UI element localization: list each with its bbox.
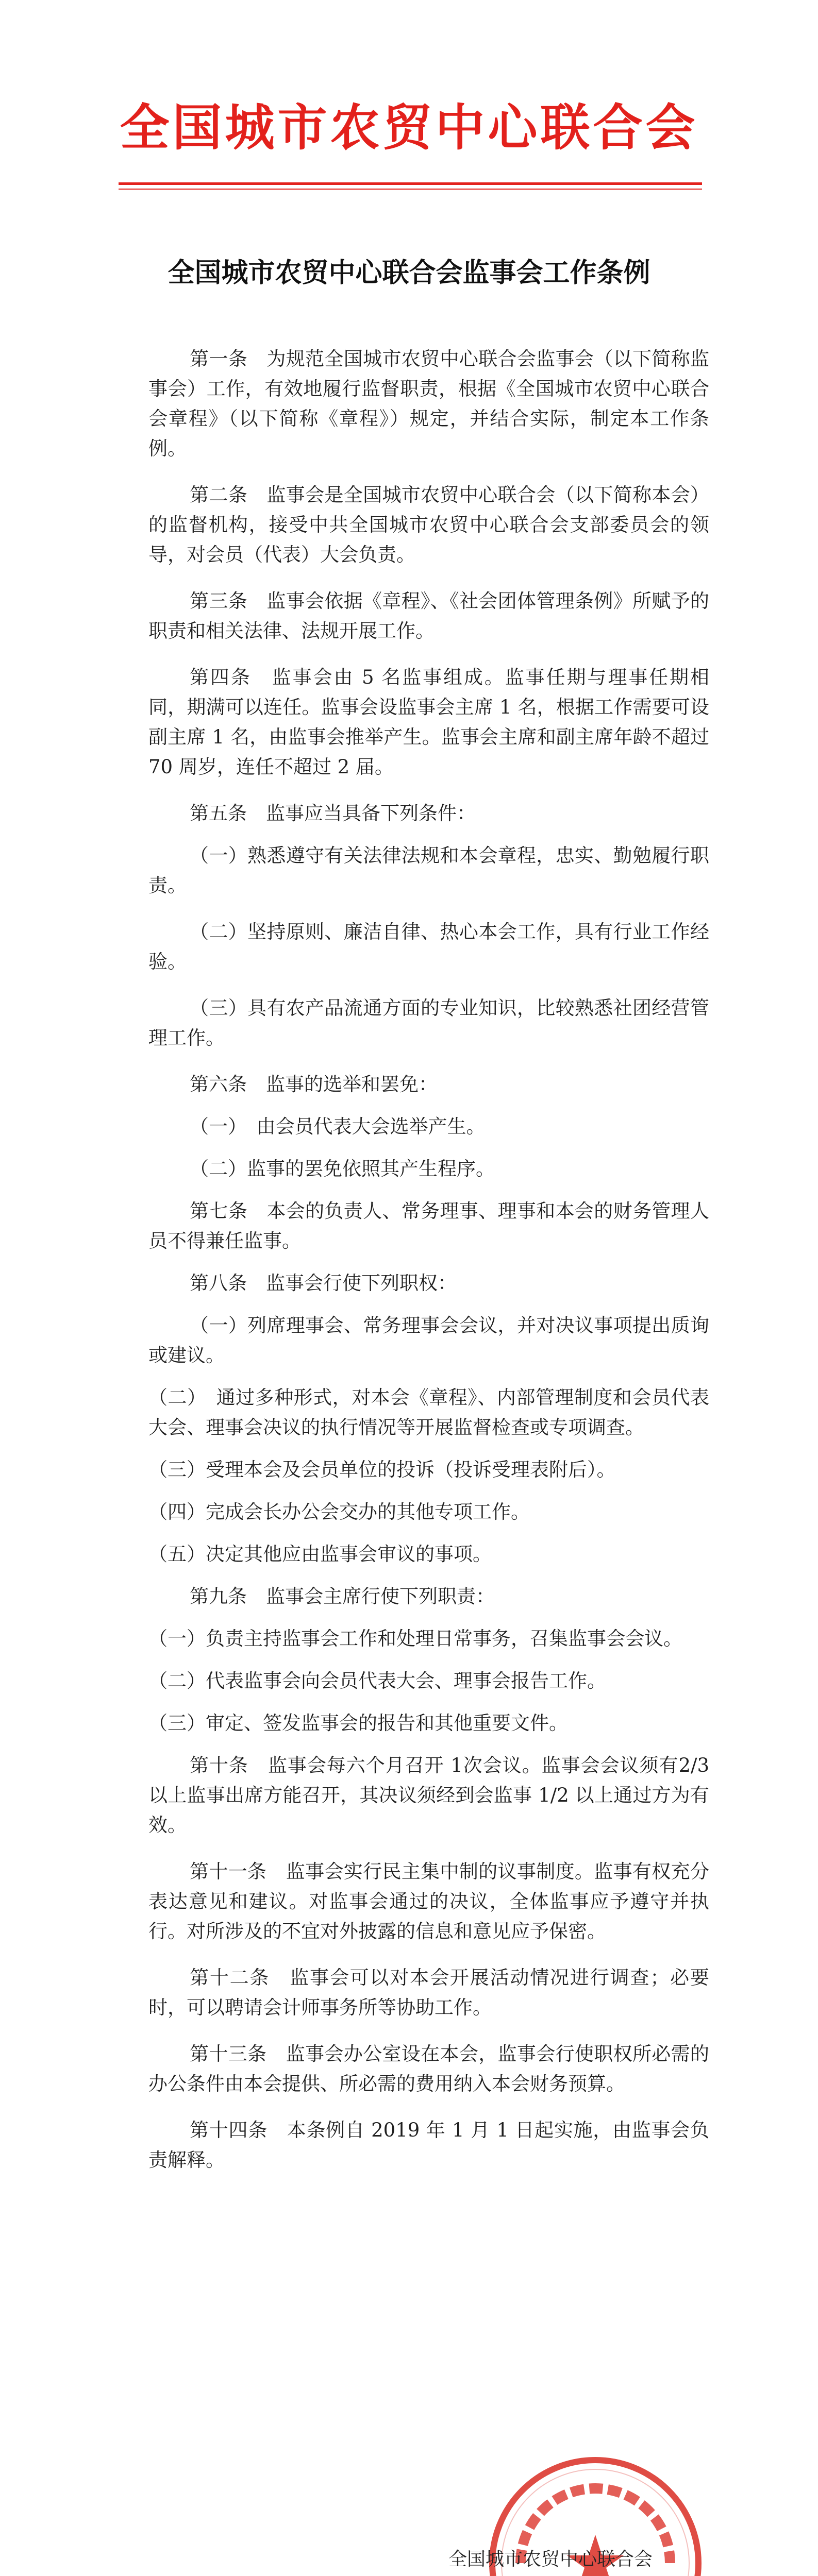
org-header-title: 全国城市农贸中心联合会 bbox=[120, 98, 698, 157]
article-8-item-2: （二） 通过多种形式，对本会《章程》、内部管理制度和会员代表大会、理事会决议的执行情况等开展监督检查或专项调查。 bbox=[148, 1386, 709, 1438]
header-rule-thick bbox=[119, 182, 702, 185]
article-6-item-1: （一） 由会员代表大会选举产生。 bbox=[190, 1115, 486, 1138]
article-10: 第十条 监事会每六个月召开 1次会议。监事会会议须有2/3以上监事出席方能召开，其决议须经到会监事 1/2 以上通过方为有效。 bbox=[148, 1754, 709, 1836]
article-5-item-3: （三）具有农产品流通方面的专业知识，比较熟悉社团经营管理工作。 bbox=[148, 997, 709, 1049]
article-5-item-1: （一）熟悉遵守有关法律法规和本会章程，忠实、勤勉履行职责。 bbox=[148, 844, 709, 896]
article-7: 第七条 本会的负责人、常务理事、理事和本会的财务管理人员不得兼任监事。 bbox=[148, 1200, 709, 1252]
article-9-item-2: （二）代表监事会向会员代表大会、理事会报告工作。 bbox=[148, 1670, 606, 1692]
article-5-item-2: （二）坚持原则、廉洁自律、热心本会工作，具有行业工作经验。 bbox=[148, 921, 709, 973]
article-5: 第五条 监事应当具备下列条件： bbox=[190, 802, 476, 824]
article-6-item-2: （二）监事的罢免依照其产生程序。 bbox=[190, 1158, 495, 1180]
article-2: 第二条 监事会是全国城市农贸中心联合会（以下简称本会）的监督机构，接受中共全国城市农贸中心联合会支部委员会的领导，对会员（代表）大会负责。 bbox=[148, 484, 709, 566]
article-12: 第十二条 监事会可以对本会开展活动情况进行调查；必要时，可以聘请会计师事务所等协助工作。 bbox=[148, 1967, 709, 2019]
article-9: 第九条 监事会主席行使下列职责： bbox=[190, 1585, 495, 1607]
header-rule-thin bbox=[119, 189, 702, 190]
document-body bbox=[148, 344, 709, 2192]
article-8-item-3: （三）受理本会及会员单位的投诉（投诉受理表附后）。 bbox=[148, 1459, 616, 1481]
article-1: 第一条 为规范全国城市农贸中心联合会监事会（以下简称监事会）工作，有效地履行监督职责，根据《全国城市农贸中心联合会章程》（以下简称《章程》）规定，并结合实际，制定本工作条例。 bbox=[148, 348, 709, 460]
article-8-item-1: （一）列席理事会、常务理事会会议，并对决议事项提出质询或建议。 bbox=[148, 1314, 709, 1366]
article-11: 第十一条 监事会实行民主集中制的议事制度。监事有权充分表达意见和建议。对监事会通过的决议，全体监事应予遵守并执行。对所涉及的不宜对外披露的信息和意见应予保密。 bbox=[148, 1860, 709, 1942]
article-8: 第八条 监事会行使下列职权： bbox=[190, 1272, 457, 1294]
article-8-item-4: （四）完成会长办公会交办的其他专项工作。 bbox=[148, 1501, 530, 1523]
signature-org-name: 全国城市农贸中心联合会 bbox=[448, 2549, 653, 2570]
article-6: 第六条 监事的选举和罢免： bbox=[190, 1073, 438, 1095]
article-9-item-1: （一）负责主持监事会工作和处理日常事务，召集监事会会议。 bbox=[148, 1628, 682, 1650]
document-title: 全国城市农贸中心联合会监事会工作条例 bbox=[168, 257, 650, 289]
article-9-item-3: （三）审定、签发监事会的报告和其他重要文件。 bbox=[148, 1712, 568, 1734]
article-8-item-5: （五）决定其他应由监事会审议的事项。 bbox=[148, 1543, 492, 1565]
article-3: 第三条 监事会依据《章程》、《社会团体管理条例》所赋予的职责和相关法律、法规开展工作。 bbox=[148, 590, 709, 642]
article-4: 第四条 监事会由 5 名监事组成。监事任期与理事任期相同，期满可以连任。监事会设监事会主席 1 名，根据工作需要可设副主席 1 名，由监事会推举产生。监事会主席和副主席年龄不超过 70 周岁，连任不超过 2 届。 bbox=[148, 666, 709, 778]
article-14: 第十四条 本条例自 2019 年 1 月 1 日起实施，由监事会负责解释。 bbox=[148, 2119, 709, 2171]
article-13: 第十三条 监事会办公室设在本会，监事会行使职权所必需的办公条件由本会提供、所必需的费用纳入本会财务预算。 bbox=[148, 2043, 709, 2095]
